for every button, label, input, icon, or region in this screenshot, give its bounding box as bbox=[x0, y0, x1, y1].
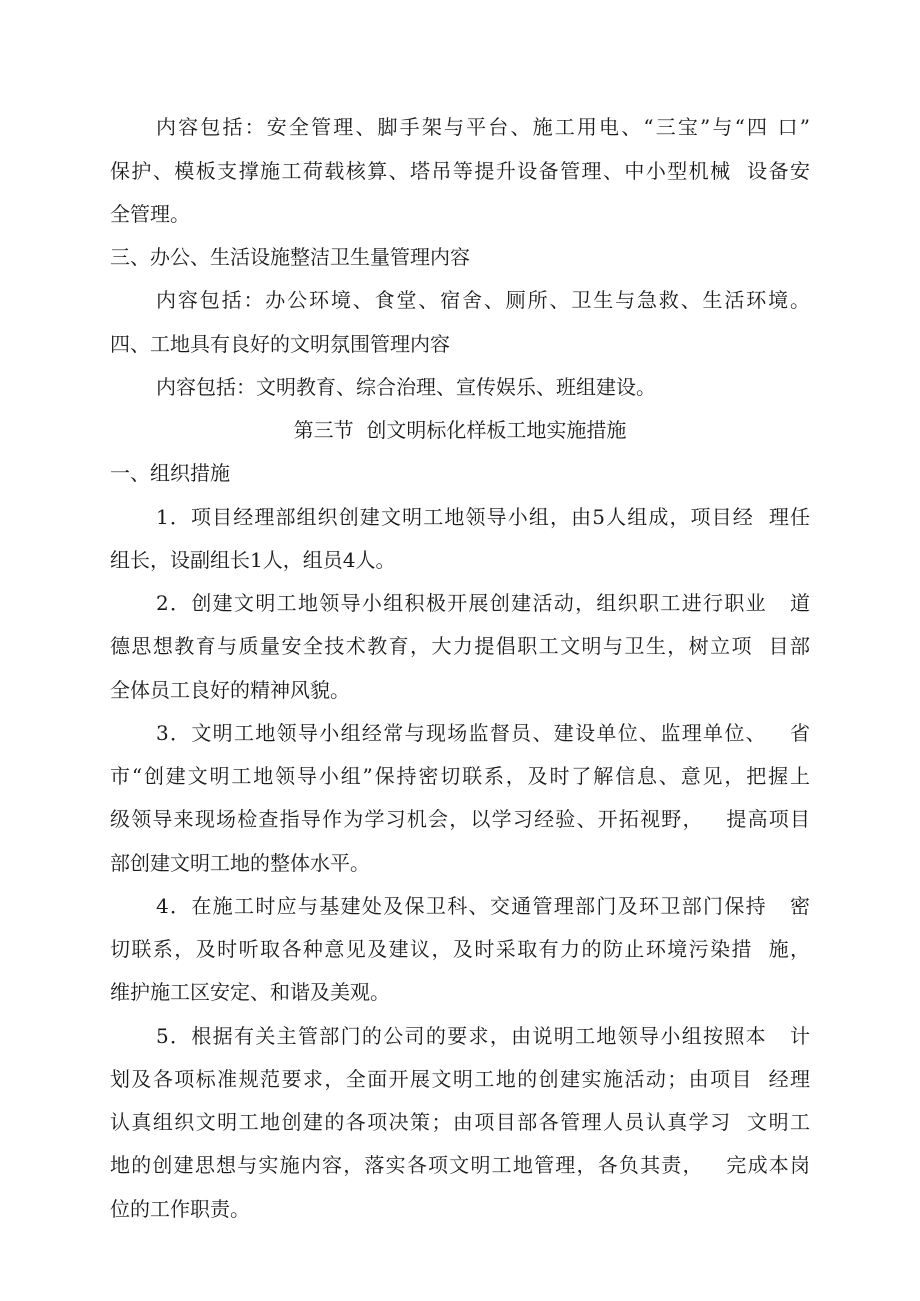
chapter-heading: 第三节 创文明标化样板工地实施措施 bbox=[293, 418, 627, 442]
paragraph-line: 全管理。 bbox=[110, 202, 190, 226]
section-heading: 四、工地具有良好的文明氛围管理内容 bbox=[110, 332, 450, 356]
paragraph-line: 切联系，及时听取各种意见及建议，及时采取有力的防止环境污染措 施， bbox=[110, 937, 810, 961]
paragraph-line: 德思想教育与质量安全技术教育，大力提倡职工文明与卫生，树立项 目部 bbox=[110, 634, 810, 658]
section-heading: 一、组织措施 bbox=[110, 461, 230, 485]
paragraph-line: 2．创建文明工地领导小组积极开展创建活动，组织职工进行职业 道 bbox=[156, 591, 810, 615]
section-heading: 三、办公、生活设施整洁卫生量管理内容 bbox=[110, 245, 470, 269]
paragraph-line: 划及各项标准规范要求，全面开展文明工地的创建实施活动；由项目 经理 bbox=[110, 1067, 810, 1091]
paragraph-line: 内容包括：文明教育、综合治理、宣传娱乐、班组建设。 bbox=[156, 375, 656, 399]
paragraph-line: 组长，设副组长1人，组员4人。 bbox=[110, 548, 396, 572]
paragraph-line: 级领导来现场检查指导作为学习机会，以学习经验、开拓视野， 提高项目 bbox=[110, 807, 810, 831]
paragraph-line: 地的创建思想与实施内容，落实各项文明工地管理，各负其责， 完成本岗 bbox=[110, 1153, 810, 1177]
paragraph-line: 1．项目经理部组织创建文明工地领导小组，由5人组成，项目经 理任 bbox=[156, 505, 810, 529]
paragraph-line: 维护施工区安定、和谐及美观。 bbox=[110, 980, 390, 1004]
paragraph-line: 4．在施工时应与基建处及保卫科、交通管理部门及环卫部门保持 密 bbox=[156, 894, 810, 918]
paragraph-line: 保护、模板支撑施工荷载核算、塔吊等提升设备管理、中小型机械 设备安 bbox=[110, 159, 810, 183]
paragraph-line: 认真组织文明工地创建的各项决策；由项目部各管理人员认真学习 文明工 bbox=[110, 1110, 810, 1134]
paragraph-line: 内容包括：办公环境、食堂、宿舍、厕所、卫生与急救、生活环境。 bbox=[156, 288, 810, 312]
paragraph-line: 内容包括：安全管理、脚手架与平台、施工用电、“三宝”与“四 口” bbox=[156, 115, 810, 139]
paragraph-line: 位的工作职责。 bbox=[110, 1197, 250, 1221]
paragraph-line: 部创建文明工地的整体水平。 bbox=[110, 851, 370, 875]
paragraph-line: 全体员工良好的精神风貌。 bbox=[110, 678, 350, 702]
paragraph-line: 市“创建文明工地领导小组”保持密切联系，及时了解信息、意见，把握上 bbox=[110, 764, 810, 788]
paragraph-line: 5．根据有关主管部门的公司的要求，由说明工地领导小组按照本 计 bbox=[156, 1024, 810, 1048]
paragraph-line: 3．文明工地领导小组经常与现场监督员、建设单位、监理单位、 省 bbox=[156, 721, 810, 745]
